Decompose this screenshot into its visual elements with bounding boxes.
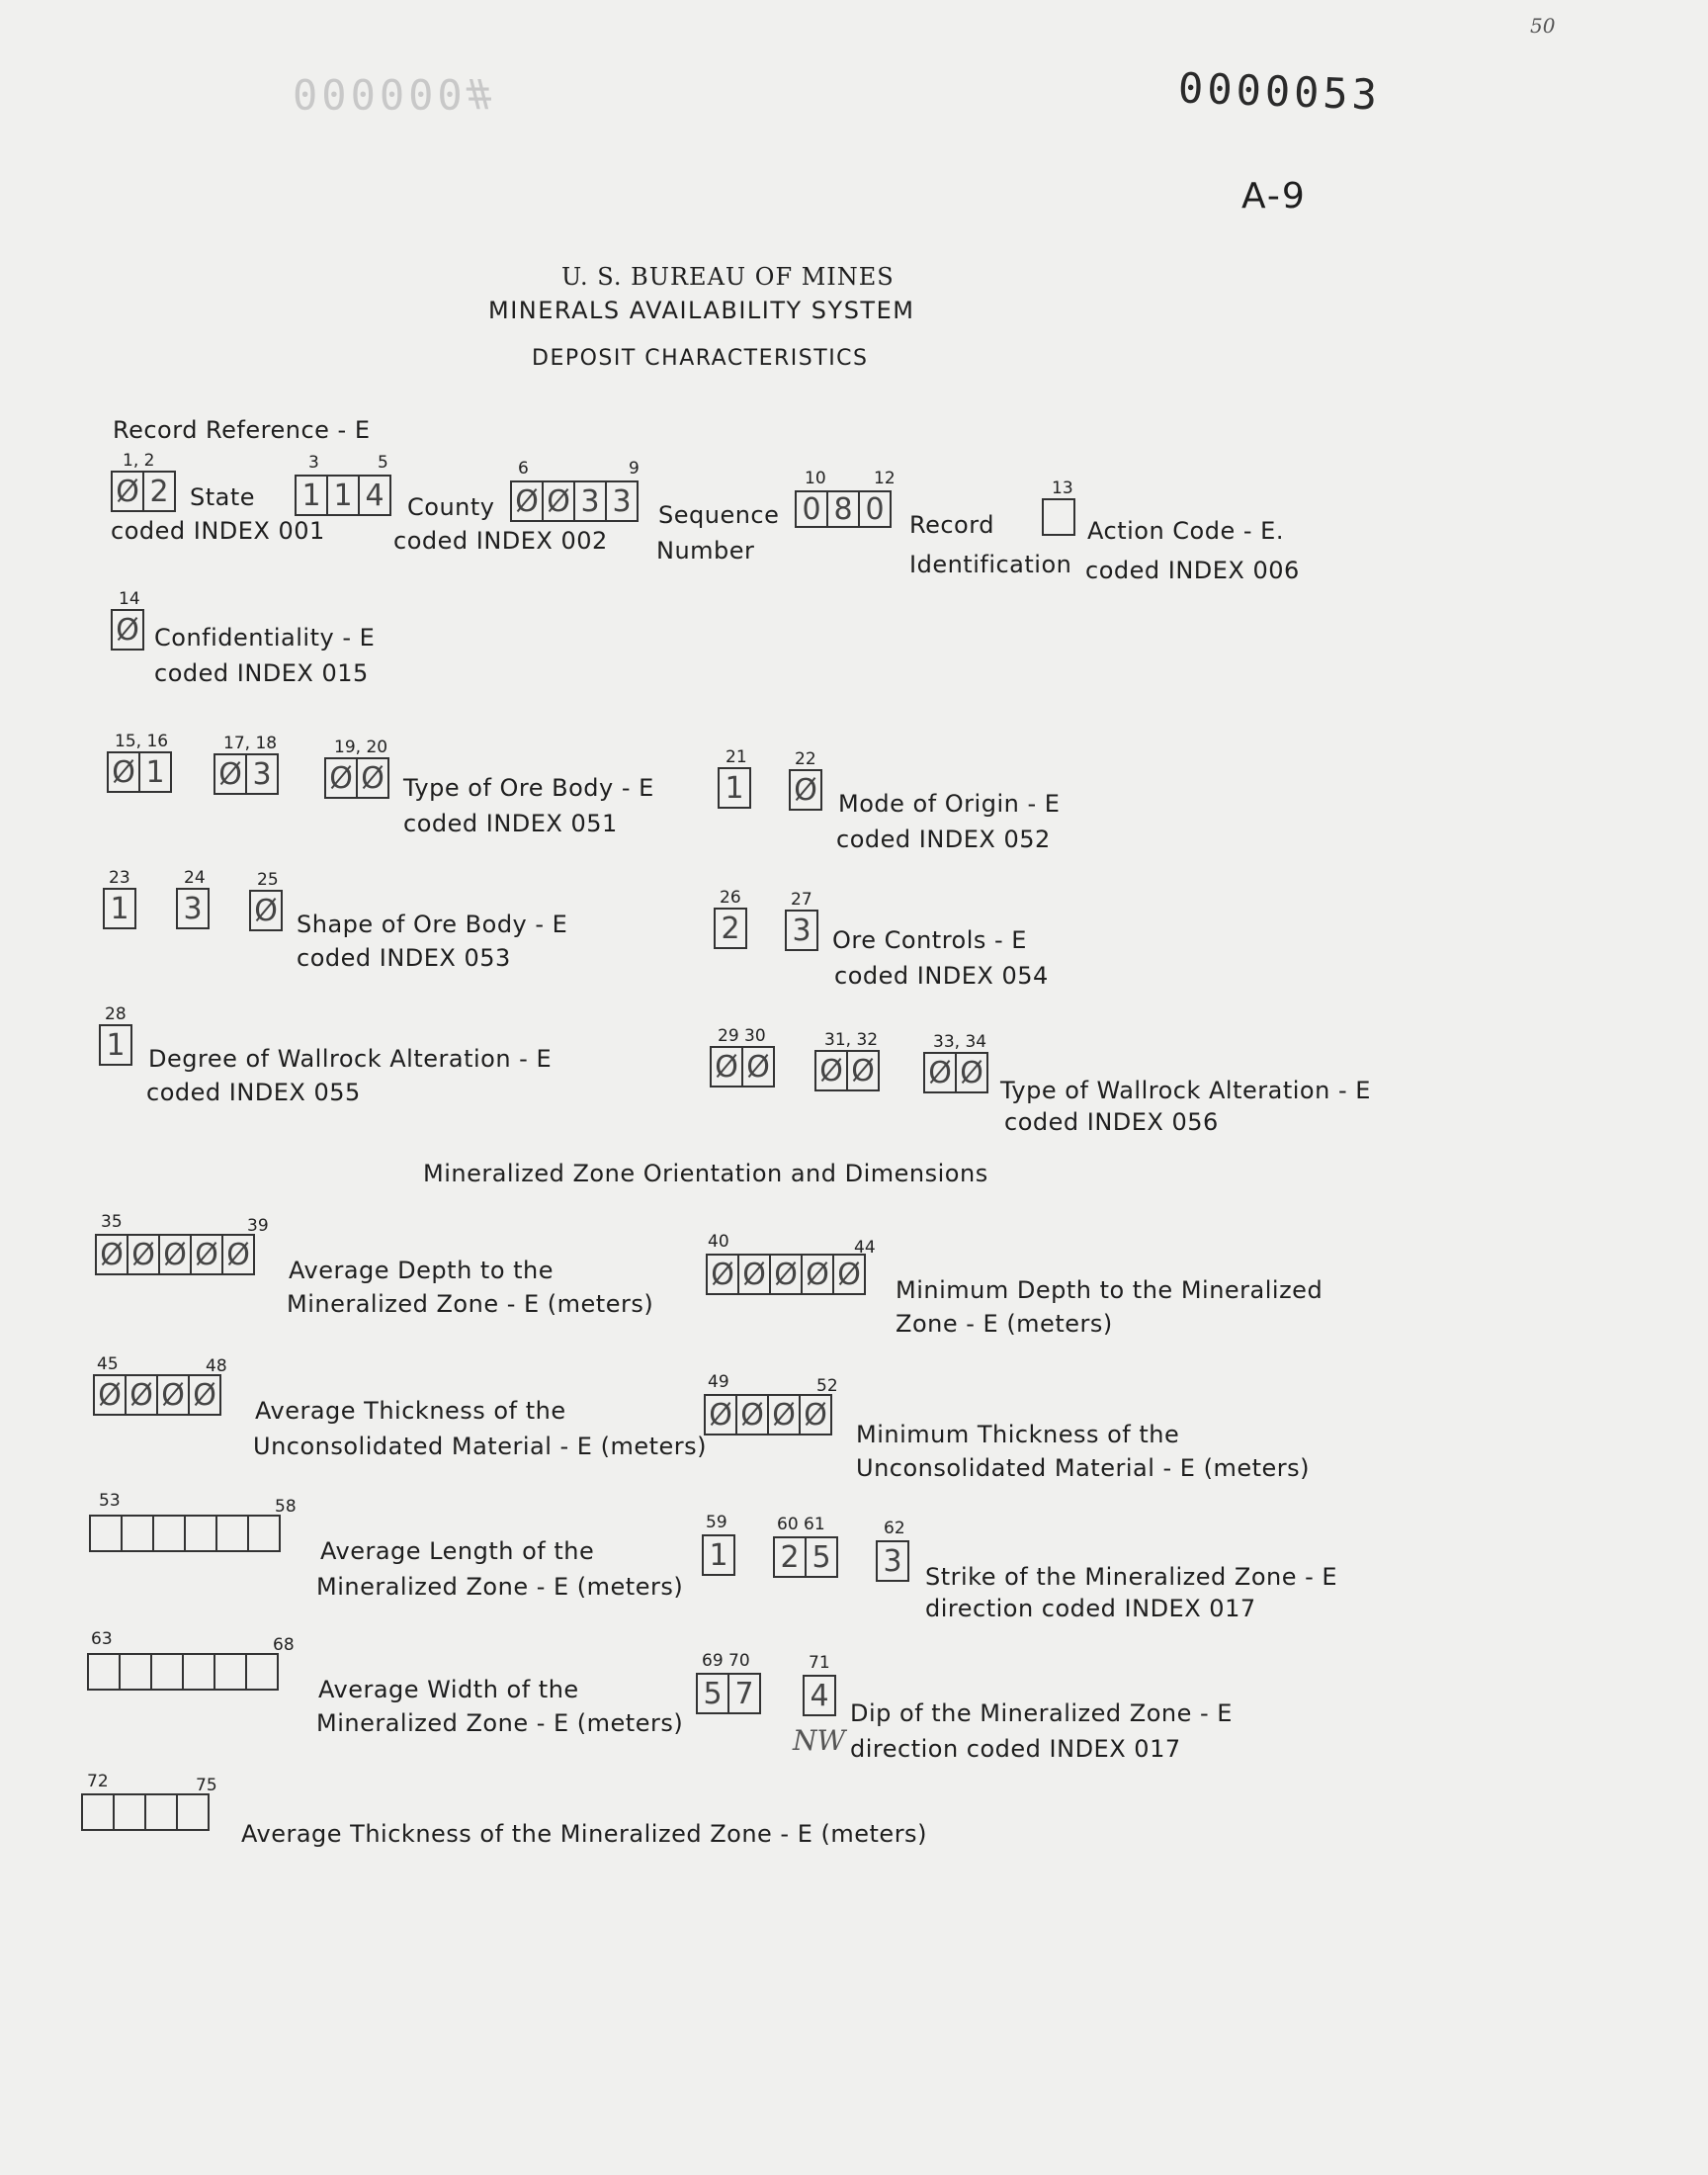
minimum-thickness-unconsolidated-label: Minimum Thickness of the: [856, 1421, 1180, 1448]
confidentiality-index-label: coded INDEX 015: [154, 659, 369, 687]
column-number: 21: [726, 747, 747, 767]
column-number: 15, 16: [115, 732, 169, 751]
code-box: 2: [714, 908, 747, 949]
wallrock-degree-field: [99, 1024, 132, 1066]
record-reference-title: Record Reference - E: [113, 416, 371, 444]
ore-body-type-field: [214, 753, 279, 795]
code-box: Ø: [190, 1234, 223, 1275]
column-number: 14: [119, 589, 140, 609]
code-box: 3: [785, 910, 818, 951]
code-box: 0: [858, 490, 892, 528]
handwritten-direction: NW: [793, 1724, 846, 1757]
code-box: [121, 1515, 154, 1552]
code-box: [152, 1515, 186, 1552]
code-box: Ø: [735, 1394, 769, 1436]
column-number: 33, 34: [933, 1032, 987, 1052]
ore-body-shape-field: [103, 888, 136, 929]
code-box: Ø: [111, 471, 144, 512]
wallrock-degree-label: Degree of Wallrock Alteration - E: [148, 1045, 553, 1073]
action-code-label: Action Code - E.: [1087, 517, 1284, 545]
code-box: Ø: [156, 1374, 190, 1416]
code-box: Ø: [324, 757, 358, 799]
code-box: 3: [176, 888, 210, 929]
code-box: Ø: [955, 1052, 988, 1093]
column-number: 24: [184, 868, 206, 888]
column-number: 44: [854, 1238, 876, 1258]
sequence-label: Sequence: [658, 501, 780, 529]
column-number: 60 61: [777, 1515, 825, 1534]
code-box: 3: [876, 1540, 909, 1582]
state-label: State: [190, 483, 256, 511]
code-box: Ø: [769, 1254, 803, 1295]
strike-field: [702, 1534, 735, 1576]
state-code-field: [111, 471, 176, 512]
average-length-field: [89, 1515, 281, 1552]
code-box: [119, 1653, 152, 1691]
corner-mark: 50: [1530, 14, 1556, 38]
code-box: Ø: [542, 480, 575, 522]
sequence-label-2: Number: [656, 537, 755, 565]
average-thickness-zone-label: Average Thickness of the Mineralized Zone - E (meters): [241, 1820, 927, 1848]
ore-body-shape-field: [249, 890, 283, 931]
code-box: [182, 1653, 215, 1691]
code-box: 5: [805, 1536, 838, 1578]
code-box: Ø: [846, 1050, 880, 1091]
ore-controls-index-label: coded INDEX 054: [834, 962, 1049, 990]
ore-body-shape-field: [176, 888, 210, 929]
minimum-thickness-unconsolidated-field: [704, 1394, 832, 1436]
ore-body-type-label: Type of Ore Body - E: [403, 774, 654, 802]
average-thickness-unconsolidated-label-2: Unconsolidated Material - E (meters): [253, 1433, 707, 1460]
column-number: 17, 18: [223, 734, 278, 753]
confidentiality-label: Confidentiality - E: [154, 624, 376, 652]
column-number: 35: [101, 1212, 123, 1232]
column-number: 40: [708, 1232, 729, 1252]
code-box: Ø: [93, 1374, 127, 1416]
code-box: 1: [718, 767, 751, 809]
column-number: 12: [874, 469, 896, 488]
dip-index-label: direction coded INDEX 017: [850, 1735, 1181, 1763]
column-number: 49: [708, 1372, 729, 1392]
code-box: [214, 1653, 247, 1691]
strike-field: [773, 1536, 838, 1578]
ore-controls-field: [714, 908, 747, 949]
column-number: 28: [105, 1004, 127, 1024]
code-box: Ø: [832, 1254, 866, 1295]
code-box: Ø: [704, 1394, 737, 1436]
code-box: [87, 1653, 121, 1691]
dip-field: [803, 1675, 836, 1716]
code-box: Ø: [356, 757, 389, 799]
wallrock-type-field: [923, 1052, 988, 1093]
column-number: 27: [791, 890, 812, 910]
code-box: Ø: [801, 1254, 834, 1295]
code-box: Ø: [188, 1374, 221, 1416]
code-box: 1: [702, 1534, 735, 1576]
code-box: [176, 1793, 210, 1831]
average-length-label: Average Length of the: [320, 1537, 595, 1565]
code-box: Ø: [710, 1046, 743, 1088]
average-width-field: [87, 1653, 279, 1691]
code-box: 4: [803, 1675, 836, 1716]
column-number: 52: [816, 1376, 838, 1396]
average-depth-label: Average Depth to the: [289, 1257, 555, 1284]
average-depth-field: [95, 1234, 255, 1275]
column-number: 25: [257, 870, 279, 890]
column-number: 59: [706, 1513, 727, 1532]
action-code-index-label: coded INDEX 006: [1085, 557, 1300, 584]
code-box: Ø: [767, 1394, 801, 1436]
column-number: 13: [1052, 478, 1073, 498]
code-box: 1: [326, 475, 360, 516]
code-box: Ø: [221, 1234, 255, 1275]
record-label: Record: [909, 511, 994, 539]
column-number: 39: [247, 1216, 269, 1236]
minimum-depth-field: [706, 1254, 866, 1295]
code-box: 3: [245, 753, 279, 795]
code-box: [245, 1653, 279, 1691]
page-label: A-9: [1241, 176, 1307, 217]
ore-controls-label: Ore Controls - E: [832, 926, 1027, 954]
minimum-depth-label: Minimum Depth to the Mineralized: [896, 1276, 1324, 1304]
code-box: [1042, 498, 1075, 536]
code-box: 3: [573, 480, 607, 522]
mode-of-origin-label: Mode of Origin - E: [838, 790, 1061, 818]
zone-section-heading: Mineralized Zone Orientation and Dimensions: [423, 1160, 988, 1187]
code-box: 2: [142, 471, 176, 512]
code-box: 0: [795, 490, 828, 528]
code-box: Ø: [789, 769, 822, 811]
column-number: 72: [87, 1772, 109, 1791]
ore-body-shape-label: Shape of Ore Body - E: [297, 911, 568, 938]
code-box: [184, 1515, 217, 1552]
code-box: Ø: [923, 1052, 957, 1093]
strike-label: Strike of the Mineralized Zone - E: [925, 1563, 1338, 1591]
column-number: 1, 2: [123, 451, 155, 471]
code-box: 3: [605, 480, 639, 522]
average-thickness-zone-field: [81, 1793, 210, 1831]
column-number: 6: [518, 459, 529, 478]
county-code-field: [295, 475, 391, 516]
column-number: 9: [629, 459, 640, 478]
ore-body-type-index-label: coded INDEX 051: [403, 810, 618, 837]
document-number-stamp: 0000053: [1177, 63, 1382, 120]
average-thickness-unconsolidated-label: Average Thickness of the: [255, 1397, 566, 1425]
ore-body-shape-index-label: coded INDEX 053: [297, 944, 511, 972]
column-number: 3: [308, 453, 319, 473]
record-identification-field: [795, 490, 892, 528]
column-number: 69 70: [702, 1651, 750, 1671]
column-number: 26: [720, 888, 741, 908]
action-code-field: [1042, 498, 1075, 536]
average-length-label-2: Mineralized Zone - E (meters): [316, 1573, 684, 1601]
code-box: 5: [696, 1673, 729, 1714]
dip-field: [696, 1673, 761, 1714]
code-box: [144, 1793, 178, 1831]
wallrock-type-field: [814, 1050, 880, 1091]
column-number: 31, 32: [824, 1030, 879, 1050]
code-box: 1: [99, 1024, 132, 1066]
code-box: 1: [103, 888, 136, 929]
code-box: [81, 1793, 115, 1831]
code-box: [247, 1515, 281, 1552]
strike-field: [876, 1540, 909, 1582]
wallrock-type-index-label: coded INDEX 056: [1004, 1108, 1219, 1136]
code-box: Ø: [111, 609, 144, 651]
code-box: Ø: [95, 1234, 128, 1275]
sequence-number-field: [510, 480, 639, 522]
column-number: 71: [809, 1653, 830, 1673]
code-box: 2: [773, 1536, 807, 1578]
code-box: Ø: [737, 1254, 771, 1295]
column-number: 58: [275, 1497, 297, 1517]
code-box: [113, 1793, 146, 1831]
ore-controls-field: [785, 910, 818, 951]
column-number: 75: [196, 1776, 217, 1795]
county-index-label: coded INDEX 002: [393, 527, 608, 555]
code-box: Ø: [214, 753, 247, 795]
code-box: Ø: [741, 1046, 775, 1088]
county-label: County: [407, 493, 495, 521]
column-number: 63: [91, 1629, 113, 1649]
column-number: 19, 20: [334, 738, 388, 757]
column-number: 68: [273, 1635, 295, 1655]
column-number: 22: [795, 749, 816, 769]
wallrock-degree-index-label: coded INDEX 055: [146, 1079, 361, 1106]
code-box: Ø: [799, 1394, 832, 1436]
column-number: 23: [109, 868, 130, 888]
record-label-2: Identification: [909, 551, 1072, 578]
mode-of-origin-field: [718, 767, 751, 809]
wallrock-type-field: [710, 1046, 775, 1088]
minimum-thickness-unconsolidated-label-2: Unconsolidated Material - E (meters): [856, 1454, 1310, 1482]
column-number: 48: [206, 1356, 227, 1376]
code-box: Ø: [814, 1050, 848, 1091]
mode-of-origin-index-label: coded INDEX 052: [836, 826, 1051, 853]
code-box: 4: [358, 475, 391, 516]
strike-index-label: direction coded INDEX 017: [925, 1595, 1256, 1622]
header-title: DEPOSIT CHARACTERISTICS: [532, 346, 869, 371]
code-box: 1: [138, 751, 172, 793]
average-depth-label-2: Mineralized Zone - E (meters): [287, 1290, 654, 1318]
faded-stamp: 000000#: [293, 69, 496, 118]
code-box: Ø: [158, 1234, 192, 1275]
column-number: 29 30: [718, 1026, 766, 1046]
average-width-label-2: Mineralized Zone - E (meters): [316, 1709, 684, 1737]
wallrock-type-label: Type of Wallrock Alteration - E: [1000, 1077, 1371, 1104]
code-box: 1: [295, 475, 328, 516]
average-thickness-unconsolidated-field: [93, 1374, 221, 1416]
code-box: [89, 1515, 123, 1552]
ore-body-type-field: [324, 757, 389, 799]
code-box: Ø: [125, 1374, 158, 1416]
average-width-label: Average Width of the: [318, 1676, 579, 1703]
code-box: Ø: [706, 1254, 739, 1295]
column-number: 62: [884, 1519, 905, 1538]
header-system: MINERALS AVAILABILITY SYSTEM: [488, 297, 915, 324]
dip-label: Dip of the Mineralized Zone - E: [850, 1699, 1233, 1727]
code-box: [150, 1653, 184, 1691]
column-number: 53: [99, 1491, 121, 1511]
code-box: Ø: [127, 1234, 160, 1275]
code-box: Ø: [510, 480, 544, 522]
mode-of-origin-field: [789, 769, 822, 811]
code-box: Ø: [107, 751, 140, 793]
code-box: Ø: [249, 890, 283, 931]
column-number: 5: [378, 453, 388, 473]
minimum-depth-label-2: Zone - E (meters): [896, 1310, 1113, 1338]
ore-body-type-field: [107, 751, 172, 793]
column-number: 10: [805, 469, 826, 488]
column-number: 45: [97, 1354, 119, 1374]
code-box: 8: [826, 490, 860, 528]
code-box: 7: [727, 1673, 761, 1714]
header-agency: U. S. BUREAU OF MINES: [561, 263, 895, 291]
state-index-label: coded INDEX 001: [111, 517, 325, 545]
confidentiality-field: [111, 609, 144, 651]
code-box: [215, 1515, 249, 1552]
